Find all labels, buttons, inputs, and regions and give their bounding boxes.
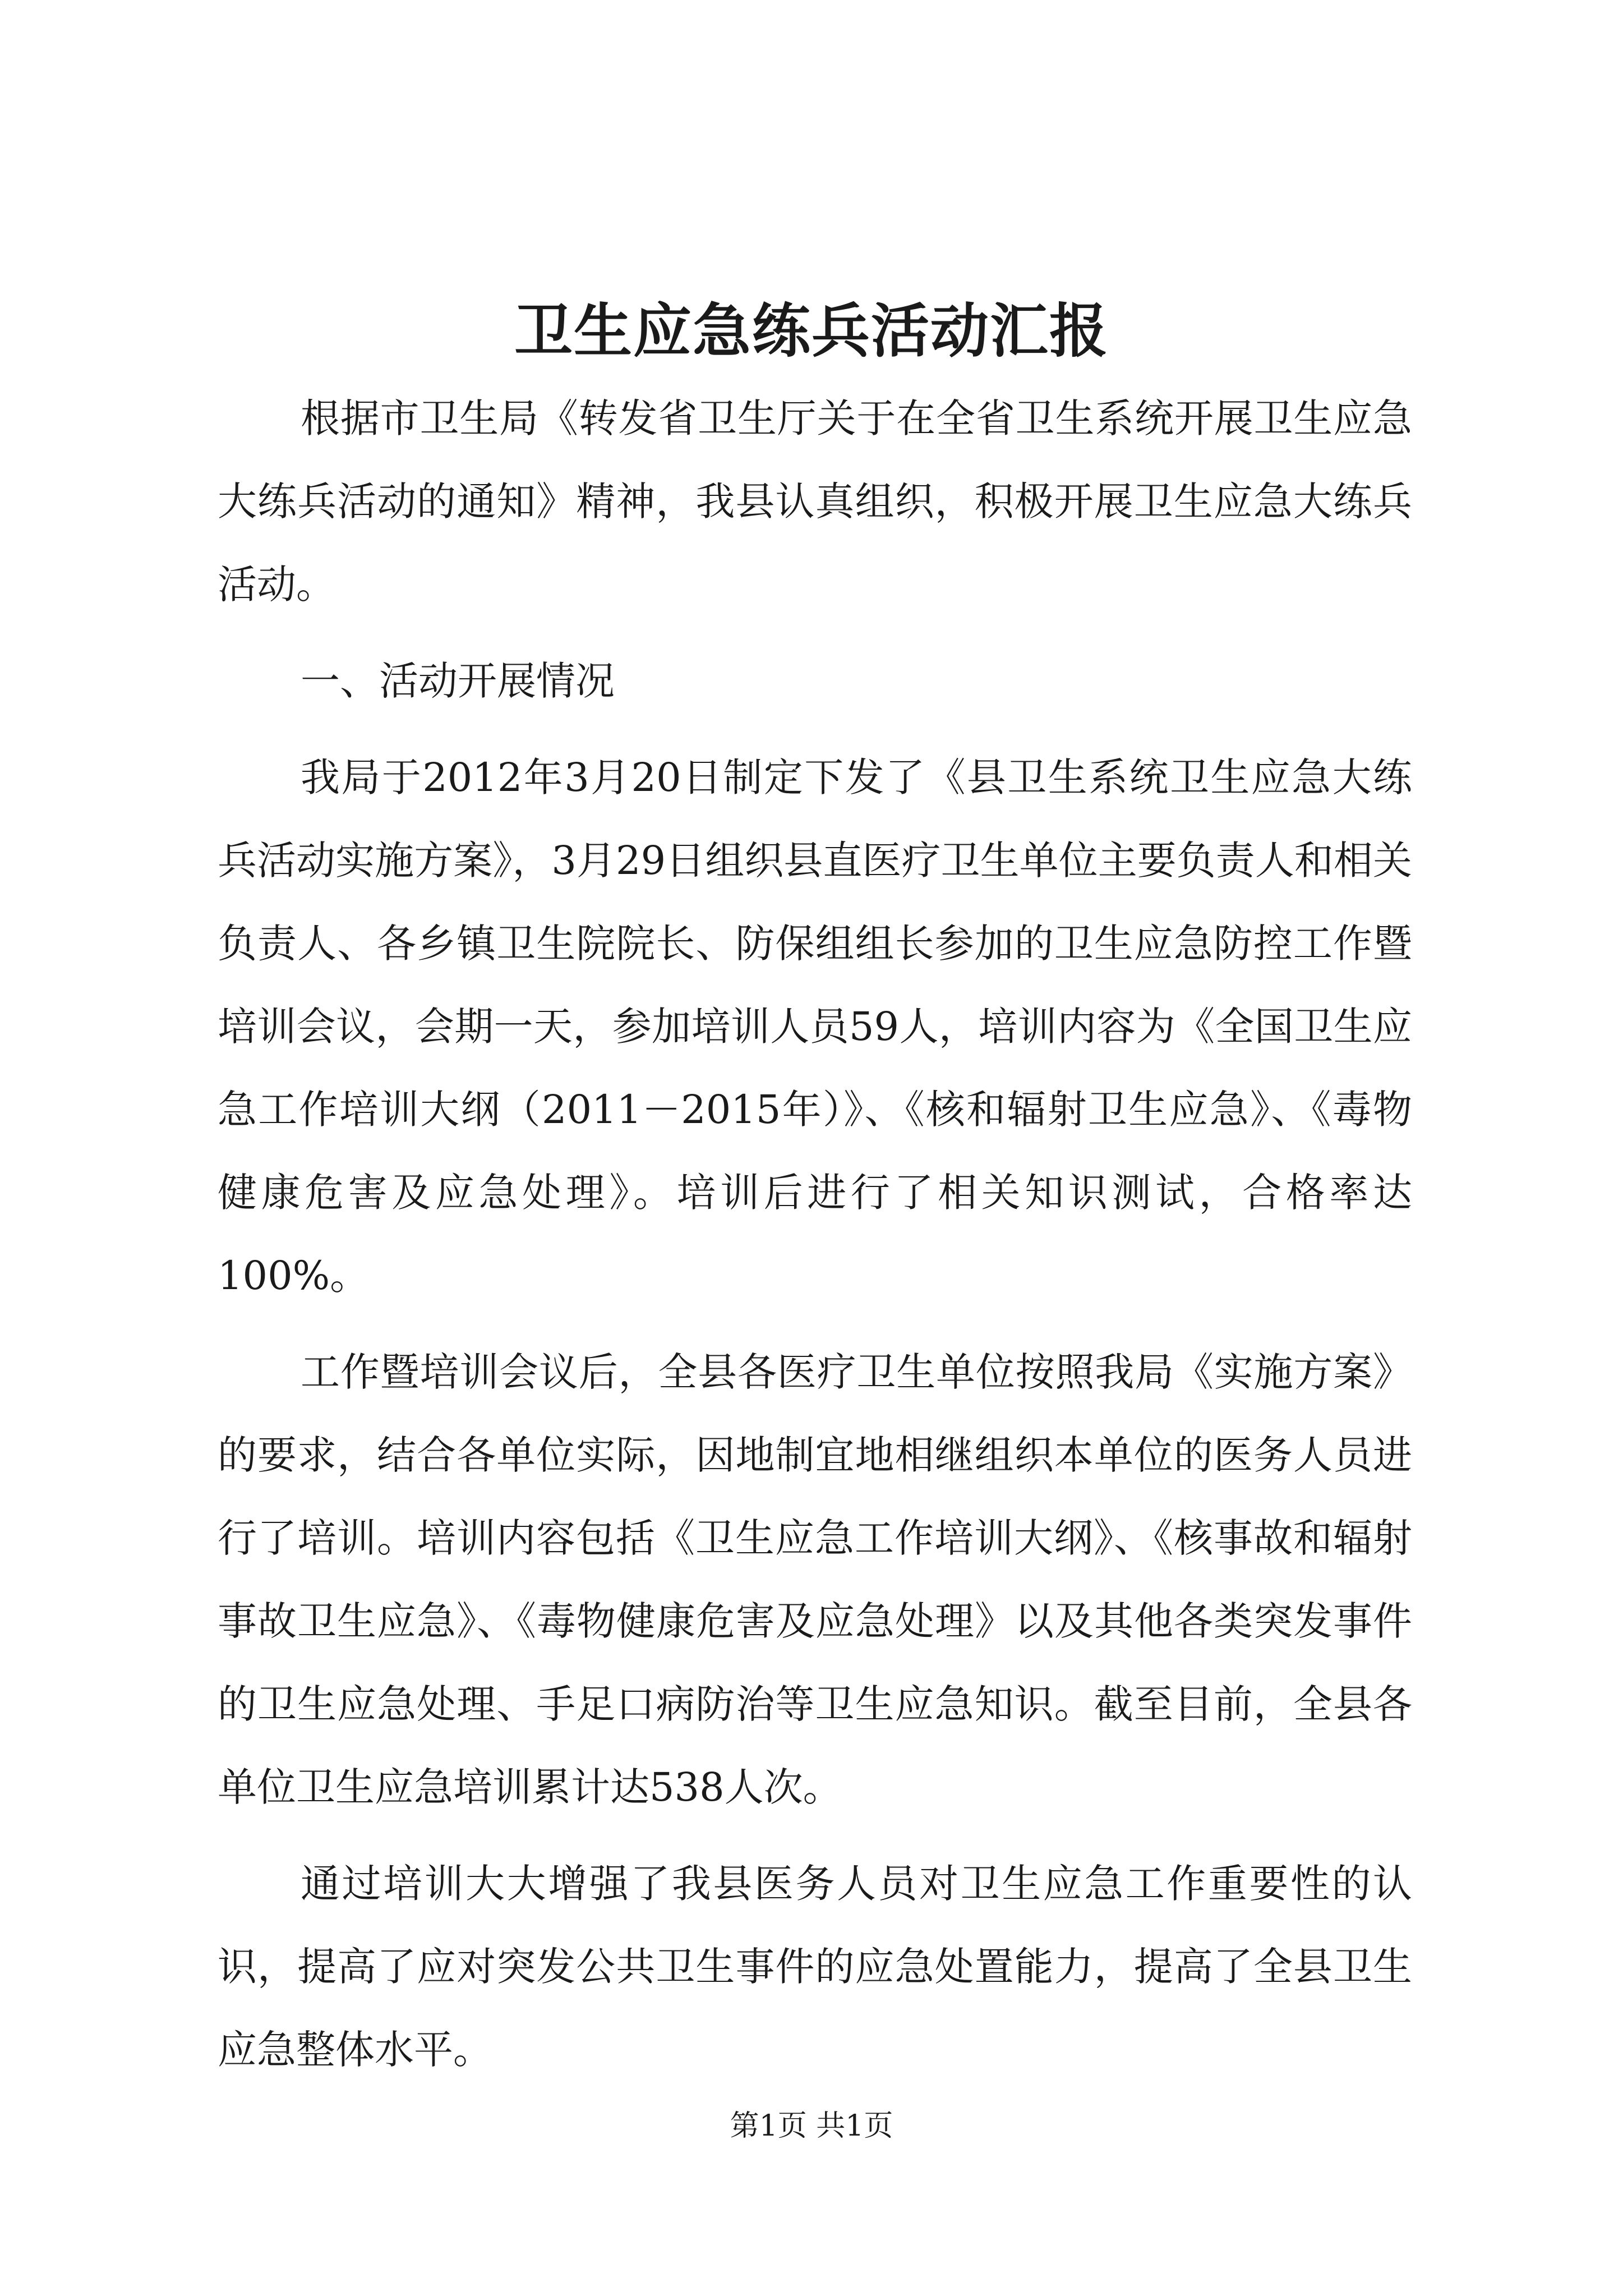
section-heading: 一、活动开展情况	[301, 658, 615, 704]
document-title: 卫生应急练兵活动汇报	[514, 296, 1109, 365]
page-footer: 第1页 共1页	[730, 2109, 893, 2143]
intro-paragraph: 根据市卫生局《转发省卫生厅关于在全省卫生系统开展卫生应急大练兵活动的通知》精神，我县认真组织，积极开展卫生应急大练兵活动。	[218, 395, 1412, 608]
document-body	[218, 377, 1412, 2105]
body-paragraph: 通过培训大大增强了我县医务人员对卫生应急工作重要性的认识，提高了应对突发公共卫生事件的应急处置能力，提高了全县卫生应急整体水平。	[218, 1861, 1412, 2073]
body-paragraph: 我局于2012年3月20日制定下发了《县卫生系统卫生应急大练兵活动实施方案》，3月29日组织县直医疗卫生单位主要负责人和相关负责人、各乡镇卫生院院长、防保组组长参加的卫生应急防控工作暨培训会议，会期一天，参加培训人员59人，培训内容为《全国卫生应急工作培训大纲（2011－2015年）》、《核和辐射卫生应急》、《毒物健康危害及应急处理》。培训后进行了相关知识测试，合格率达100%。	[218, 754, 1412, 1299]
body-paragraph: 工作暨培训会议后，全县各医疗卫生单位按照我局《实施方案》的要求，结合各单位实际，因地制宜地相继组织本单位的医务人员进行了培训。培训内容包括《卫生应急工作培训大纲》、《核事故和辐射事故卫生应急》、《毒物健康危害及应急处理》以及其他各类突发事件的卫生应急处理、手足口病防治等卫生应急知识。截至目前，全县各单位卫生应急培训累计达538人次。	[218, 1349, 1412, 1810]
